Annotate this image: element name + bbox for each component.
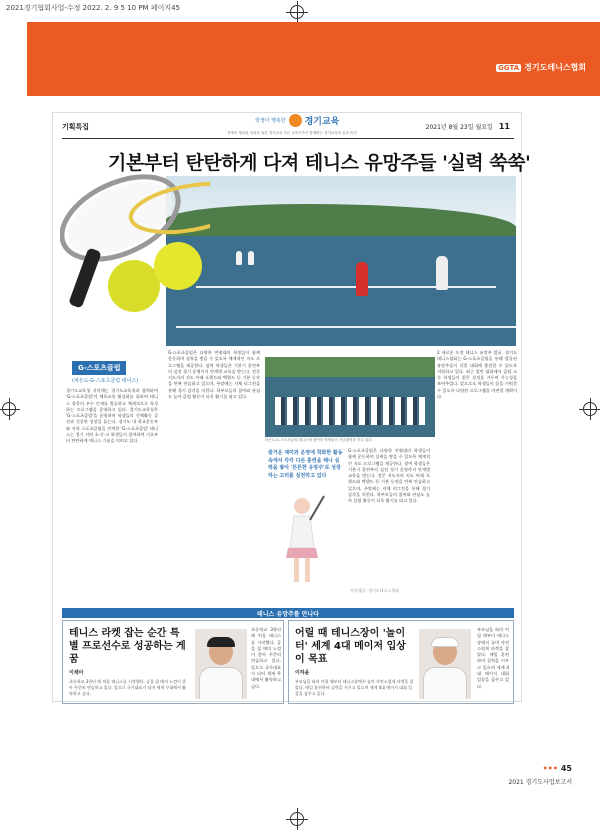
article-column: 경기도교육청 지덕체는 경기도교육청과 협력하여 'G-스포츠클럽'의 체육교육 활성화를 위하여 테니스 종목의 우수 인재를 발굴하고 체계적으로 육성하는 프로그램을 운영하고 있다. 경기도교육청은 'G-스포츠클럽'을 운영하며 학생들의 신체활동 증진과 건강한 성장을 돕는다. 경기도 내 학교운동부와 지역 스포츠클럽을 연계한 'G-스포츠클럽' 테니스는 경기 지역 초·중·고 학생들이 참여하여 기초부터 탄탄하게 테니스 기술을 익히고 있다. (66, 388, 158, 444)
player-portrait (195, 629, 247, 699)
interview-heading: 테니스 유망주를 만나다 (256, 611, 320, 618)
page-number (543, 764, 572, 773)
dots-icon: ••• (542, 764, 558, 773)
interview-name: 이채아 (69, 670, 84, 676)
player-portrait (419, 629, 471, 699)
article-column: G-스포츠클럽은 다양한 연령대의 학생들이 함께 운동하며 실력을 쌓을 수 있도록 체계적인 지도 프로그램을 제공한다. 참여 학생들은 기본기 훈련부터 실전 경기 운영까지 단계별 교육을 받는다. 전문 지도자의 지도 아래 포핸드와 백핸드 등 기본 동작을 반복 연습하고 있으며, 주말에는 자체 리그전을 통해 경기 감각을 익힌다. 학부모들의 참여와 관심도 높아 클럽 활동이 더욱 활기를 띠고 있다. (348, 448, 430, 504)
player-illustration (272, 492, 332, 588)
masthead-note: 학생의 행복한 성장을 위한 경기교육 모든 교육가족이 함께하는 경기교육의 꿈과 비전 (227, 131, 357, 135)
masthead-prefix: 학생이 행복한 (255, 118, 286, 124)
divider (62, 138, 514, 139)
player-figure (356, 262, 368, 296)
subsection-subtitle: (파은도-G-스포츠클럽 테니스) (72, 378, 139, 384)
registration-mark-icon (290, 812, 304, 826)
issue-date: 2021년 8월 23일 월요일 (425, 124, 493, 131)
brand-name: 경기도테니스협회 (524, 63, 586, 72)
article-column: 2 새로운 도전 테니스 유망주 발굴. 경기도테니스협회는 G-스포츠클럽을 통해 발굴된 유망주들이 각종 대회에 출전할 수 있도록 지원하고 있다. 최근 열린 대회에서 클럽 소속 학생들이 좋은 성적을 거두며 가능성을 보여주었다. 앞으로도 학생들이 꿈을 키워갈 수 있도록 다양한 프로그램을 마련할 계획이다. (437, 350, 517, 400)
issue-page-number: 11 (498, 122, 510, 131)
tennis-racket-icon (60, 168, 210, 318)
photo-credit: 사진제공: 경기도테니스협회 (350, 588, 399, 593)
group-photo (265, 357, 435, 437)
issue-info (426, 122, 510, 131)
brand-logo: GGTA (498, 63, 520, 72)
photo-caption: 파은도-G-스포츠클럽 테니스에 참여한 학생들이 기념촬영을 하고 있다. (265, 438, 373, 442)
header-banner (27, 22, 600, 96)
interview-text: 초등학교 3학년 때 처음 테니스를 시작했다. 공을 칠 때의 느낌이 좋아 꾸준히 연습하고 있다. 앞으로 국가대표가 되어 세계 무대에서 활약하고 싶다. (69, 679, 187, 696)
section-label: 기획특집 (62, 123, 90, 131)
masthead-emblem-icon (289, 114, 302, 127)
subsection-title: G-스포츠클럽 (72, 361, 126, 375)
interview-text: 부모님을 따라 어릴 때부터 테니스장에서 놀며 자연스럽게 라켓을 잡았다. 매일 훈련하며 실력을 키우고 있으며 세계 4대 메이저 대회 입상을 꿈꾸고 있다. (477, 627, 509, 689)
masthead-title: 경기교육 (304, 117, 340, 127)
masthead (255, 114, 339, 127)
headline: 기본부터 탄탄하게 다져 테니스 유망주들 '실력 쑥쑥' (108, 152, 531, 174)
article-column: G-스포츠클럽은 다양한 연령대의 학생들이 함께 운동하며 실력을 쌓을 수 있도록 체계적인 지도 프로그램을 제공한다. 참여 학생들은 기본기 훈련부터 실전 경기 운영까지 단계별 교육을 받는다. 전문 지도자의 지도 아래 포핸드와 백핸드 등 기본 동작을 반복 연습하고 있으며, 주말에는 자체 리그전을 통해 경기 감각을 익힌다. 학부모들의 참여와 관심도 높아 클럽 활동이 더욱 활기를 띠고 있다. (168, 350, 260, 400)
interview-text: 부모님을 따라 어릴 때부터 테니스장에서 놀며 자연스럽게 라켓을 잡았다. 매일 훈련하며 실력을 키우고 있으며 세계 4대 메이저 대회 입상을 꿈꾸고 있다. (295, 679, 414, 696)
registration-mark-icon (583, 402, 597, 416)
registration-mark-icon (2, 402, 16, 416)
footer-subtitle: 2021 경기도사업보고서 (508, 779, 572, 786)
interview-title: 어릴 때 테니스장이 '놀이터' 세계 4대 메이저 입상이 목표 (295, 628, 406, 665)
interview-text: 초등학교 3학년 때 처음 테니스를 시작했다. 공을 칠 때의 느낌이 좋아 꾸준히 연습하고 있다. 앞으로 국가대표가 되어 세계 무대에서 활약하고 싶다. (251, 627, 281, 689)
interview-card (288, 620, 514, 704)
brand (496, 62, 586, 73)
pull-quote: 즐거운 재미와 운영에 착화한 활동 속에서 각각 다른 훈련을 해나 실력을 쌓아 '튼튼한 유망주'로 성장하는 고리를 실천하고 있다 (268, 450, 343, 479)
player-figure (436, 256, 448, 290)
registration-mark-icon (290, 5, 304, 19)
page-number-value: 45 (560, 764, 572, 773)
interview-heading-bar (62, 608, 514, 618)
print-info: 2021경기협회사업-수정 2022. 2. 9 5 10 PM 페이지45 (6, 4, 180, 12)
interview-title: 테니스 라켓 잡는 순간 특별 프로선수로 성공하는 게 꿈 (69, 628, 186, 665)
main-photo (166, 176, 516, 346)
interview-name: 이하윤 (295, 670, 310, 676)
subsection (72, 355, 162, 383)
interview-card (62, 620, 284, 704)
